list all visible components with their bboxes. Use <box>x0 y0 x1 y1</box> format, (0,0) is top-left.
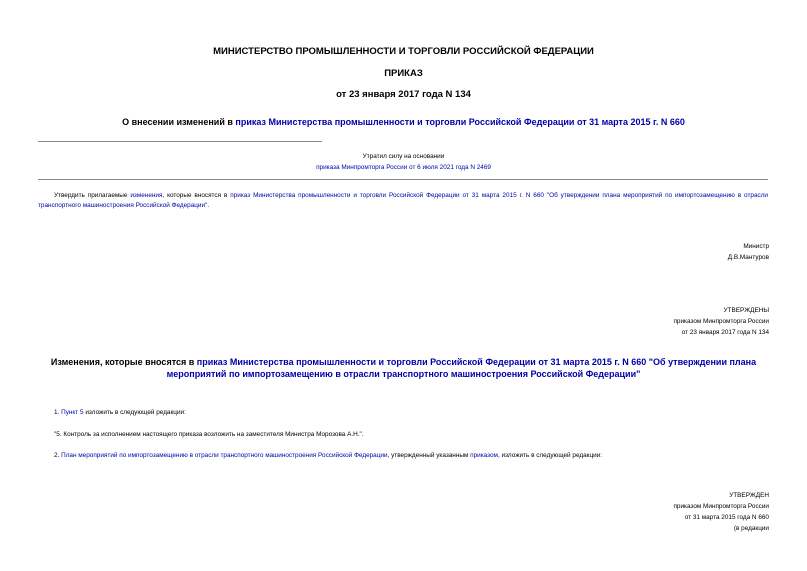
separator-short <box>38 141 322 142</box>
changes-title <box>40 356 767 380</box>
ministry-heading: МИНИСТЕРСТВО ПРОМЫШЛЕННОСТИ И ТОРГОВЛИ РОССИЙСКОЙ ФЕДЕРАЦИИ <box>213 46 594 57</box>
signature-name: Д.В.Мантуров <box>727 254 769 261</box>
signature-position: Министр <box>743 243 769 250</box>
item-1-link[interactable]: Пункт 5 <box>61 409 84 416</box>
approved-by: приказом Минпромторга России <box>673 318 769 325</box>
changes-title-link[interactable]: приказ Министерства промышленности и торговли Российской Федерации от 31 марта 2015 г. N 660 "Об утверждении плана мероприятий по импортозамещению в отрасли транспортного машиностроения Российской Федерации" <box>166 357 757 379</box>
approved2-heading: УТВЕРЖДЕН <box>729 492 769 499</box>
approved2-date: от 31 марта 2015 года N 660 <box>684 514 769 521</box>
doc-type-heading: ПРИКАЗ <box>384 68 423 79</box>
doc-title-link[interactable]: приказ Министерства промышленности и торговли Российской Федерации от 31 марта 2015 г. N 660 <box>235 117 685 127</box>
changes-link[interactable]: изменения <box>130 192 163 199</box>
approved2-edition: (в редакции <box>733 525 769 532</box>
item-1-text: изложить в следующей редакции: <box>83 409 186 416</box>
item-2-number: 2. <box>54 452 62 459</box>
order-660-link[interactable]: приказ Министерства промышленности и торговли Российской Федерации от 31 марта 2015 г. N 660 "Об утверждении плана мероприятий по импортозамещению в отрасли транспортного машиностроения Российской Федерации" <box>38 192 768 209</box>
item-1-quote: "5. Контроль за исполнением настоящего приказа возложить на заместителя Министра Морозова А.Н.". <box>54 431 364 438</box>
status-line: Утратил силу на основании <box>362 153 445 160</box>
doc-title-prefix: О внесении изменений в <box>122 117 236 127</box>
body-text-end: . <box>207 202 210 209</box>
separator-full <box>38 179 768 180</box>
item-1-number: 1. <box>54 409 62 416</box>
doc-title <box>0 117 807 127</box>
body-text-start: Утвердить прилагаемые <box>54 192 131 199</box>
item-2-end: , изложить в следующей редакции: <box>497 452 603 459</box>
body-text-mid: , которые вносятся в <box>162 192 231 199</box>
body-paragraph <box>38 191 768 211</box>
item-2-link-order[interactable]: приказом <box>470 452 498 459</box>
item-2 <box>54 451 768 461</box>
item-2-mid: , утвержденный указанным <box>387 452 471 459</box>
approved2-by: приказом Минпромторга России <box>673 503 769 510</box>
item-1 <box>54 408 768 418</box>
approved-date: от 23 января 2017 года N 134 <box>681 329 769 336</box>
item-2-link[interactable]: План мероприятий по импортозамещению в отрасли транспортного машиностроения Российской Федерации <box>61 452 388 459</box>
status-link[interactable]: приказа Минпромторга России от 6 июля 2021 года N 2469 <box>316 164 491 171</box>
doc-date-number: от 23 января 2017 года N 134 <box>336 89 471 100</box>
changes-title-prefix: Изменения, которые вносятся в <box>50 357 197 367</box>
approved-heading: УТВЕРЖДЕНЫ <box>723 307 769 314</box>
